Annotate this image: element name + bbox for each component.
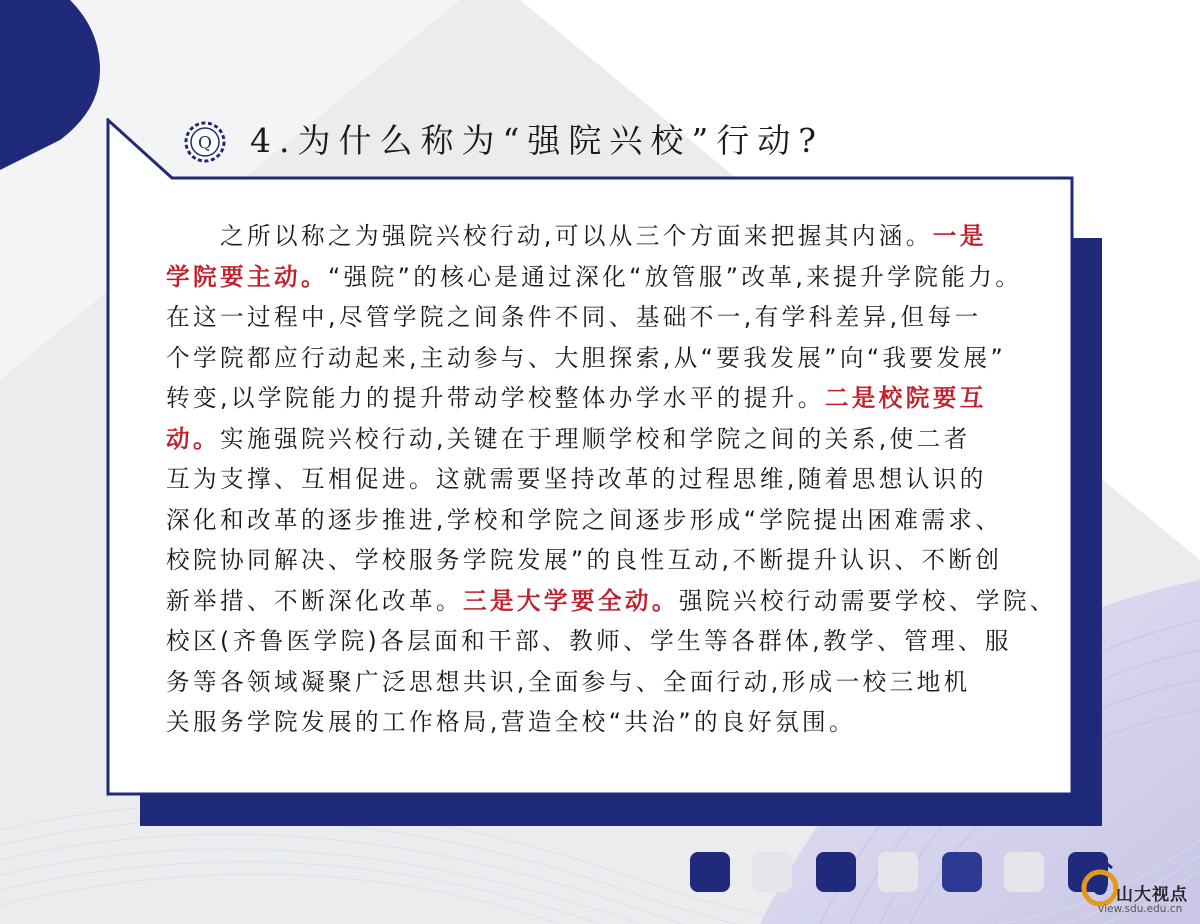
body-text-segment: 关服务学院发展的工作格局,营造全校“共治”的良好氛围。	[166, 708, 856, 736]
logo-name: 山大视点	[1116, 885, 1188, 905]
body-line	[166, 297, 1028, 338]
body-line	[166, 662, 1028, 703]
body-text-segment: 校院协同解决、学校服务学院发展”的良性互动,不断提升认识、不断创	[166, 546, 1003, 574]
highlight-phrase: 动。	[166, 424, 220, 453]
body-line	[166, 338, 1028, 379]
highlight-phrase: 学院要主动。	[166, 262, 328, 291]
page-title: 4.为什么称为“强院兴校”行动?	[250, 121, 824, 160]
body-line	[166, 500, 1028, 541]
body-line	[166, 257, 1028, 298]
body-line	[166, 702, 1028, 743]
body-text-segment: 之所以称之为强院兴校行动,可以从三个方面来把握其内涵。	[220, 222, 933, 250]
body-text-segment: 校区(齐鲁医学院)各层面和干部、教师、学生等各群体,教学、管理、服	[166, 627, 1012, 655]
decorative-square	[752, 852, 792, 892]
body-line	[166, 419, 1028, 460]
body-line	[166, 581, 1057, 622]
body-text-segment: 转变,以学院能力的提升带动学校整体办学水平的提升。	[166, 384, 825, 412]
decorative-square	[942, 852, 982, 892]
body-text-segment: 务等各领域凝聚广泛思想共识,全面参与、全面行动,形成一校三地机	[166, 667, 971, 696]
body-paragraph	[166, 216, 1057, 743]
decorative-square	[816, 852, 856, 892]
decorative-square	[1004, 852, 1044, 892]
body-text-segment: “强院”的核心是通过深化“放管服”改革,来提升学院能力。	[327, 262, 1023, 291]
body-line	[166, 540, 1028, 581]
question-icon	[183, 120, 227, 164]
decorative-square	[690, 852, 730, 892]
body-text-segment: 实施强院兴校行动,关键在于理顺学校和学院之间的关系,使二者	[220, 424, 971, 453]
logo-url: view.sdu.edu.cn	[1098, 903, 1183, 915]
body-text-segment: 个学院都应行动起来,主动参与、大胆探索,从“要我发展”向“我要发展”	[166, 343, 1007, 372]
body-text-segment: 深化和改革的逐步推进,学校和学院之间逐步形成“学院提出困难需求、	[166, 505, 1003, 534]
highlight-phrase: 三是大学要全动。	[462, 586, 679, 615]
body-line	[166, 459, 1028, 500]
decorative-squares	[0, 852, 1200, 892]
body-text-segment: 强院兴校行动需要学校、学院、	[678, 586, 1057, 615]
sdu-view-logo	[1078, 852, 1200, 924]
body-text-segment: 在这一过程中,尽管学院之间条件不同、基础不一,有学科差异,但每一	[166, 303, 982, 331]
body-line	[166, 216, 1028, 257]
body-text-segment: 互为支撑、互相促进。这就需要坚持改革的过程思维,随着思想认识的	[166, 465, 987, 493]
highlight-phrase: 二是校院要互	[824, 384, 987, 412]
highlight-phrase: 一是	[932, 222, 987, 250]
question-icon-letter: Q	[198, 133, 212, 154]
body-text-segment: 新举措、不断深化改革。	[166, 586, 463, 615]
decorative-square	[878, 852, 918, 892]
body-line	[166, 378, 1028, 419]
body-line	[166, 621, 1028, 662]
